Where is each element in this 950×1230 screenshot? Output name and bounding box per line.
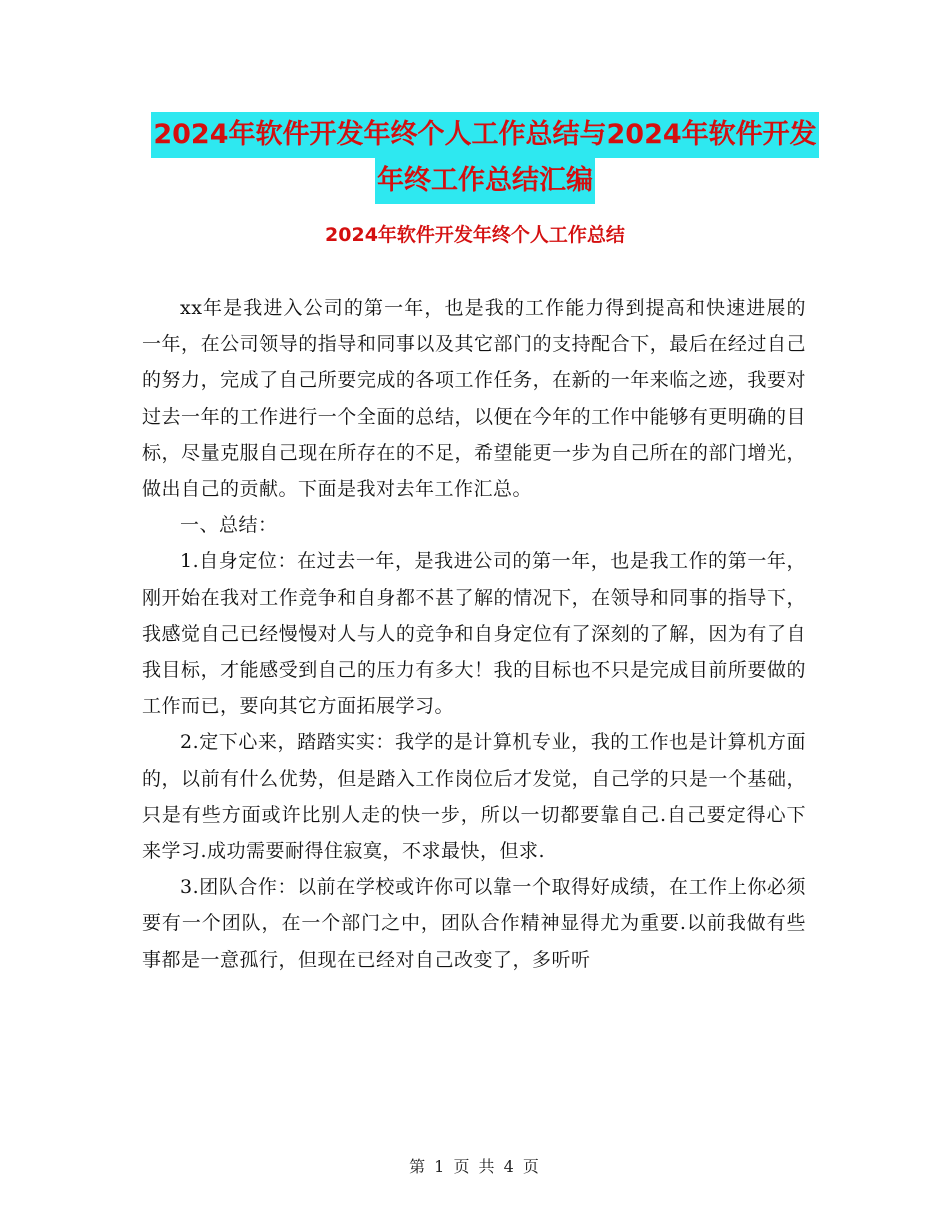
paragraph-intro: xx年是我进入公司的第一年，也是我的工作能力得到提高和快速进展的一年，在公司领导的指导和同事以及其它部门的支持配合下，最后在经过自己的努力，完成了自己所要完成的各项工作任务，在新的一年来临之迹，我要对过去一年的工作进行一个全面的总结，以便在今年的工作中能够有更明确的目标，尽量克服自己现在所存在的不足，希望能更一步为自己所在的部门增光，做出自己的贡献。下面是我对去年工作汇总。	[142, 297, 806, 501]
paragraph-heading-summary: 一、总结：	[180, 514, 278, 537]
title-line-1: 2024年软件开发年终个人工作总结与2024年软件开发	[151, 112, 818, 158]
paragraph-teamwork: 3.团队合作：以前在学校或许你可以靠一个取得好成绩，在工作上你必须要有一个团队，在一个部门之中，团队合作精神显得尤为重要.以前我做有些事都是一意孤行，但现在已经对自己改变了，多听听	[142, 876, 806, 971]
page-number-footer: 第 1 页 共 4 页	[409, 1157, 541, 1176]
section-title: 2024年软件开发年终个人工作总结	[325, 224, 625, 246]
document-body	[142, 290, 806, 978]
paragraph-settle-down: 2.定下心来，踏踏实实：我学的是计算机专业，我的工作也是计算机方面的，以前有什么优势，但是踏入工作岗位后才发觉，自己学的只是一个基础，只是有些方面或许比别人走的快一步，所以一切都要靠自己.自己要定得心下来学习.成功需要耐得住寂寞，不求最快，但求.	[142, 731, 806, 863]
document-title	[140, 112, 830, 204]
paragraph-self-positioning: 1.自身定位：在过去一年，是我进公司的第一年，也是我工作的第一年，刚开始在我对工作竞争和自身都不甚了解的情况下，在领导和同事的指导下，我感觉自己已经慢慢对人与人的竞争和自身定位有了深刻的了解，因为有了自我目标，才能感受到自己的压力有多大！我的目标也不只是完成目前所要做的工作而已，要向其它方面拓展学习。	[142, 550, 806, 718]
title-line-2: 年终工作总结汇编	[375, 158, 595, 204]
